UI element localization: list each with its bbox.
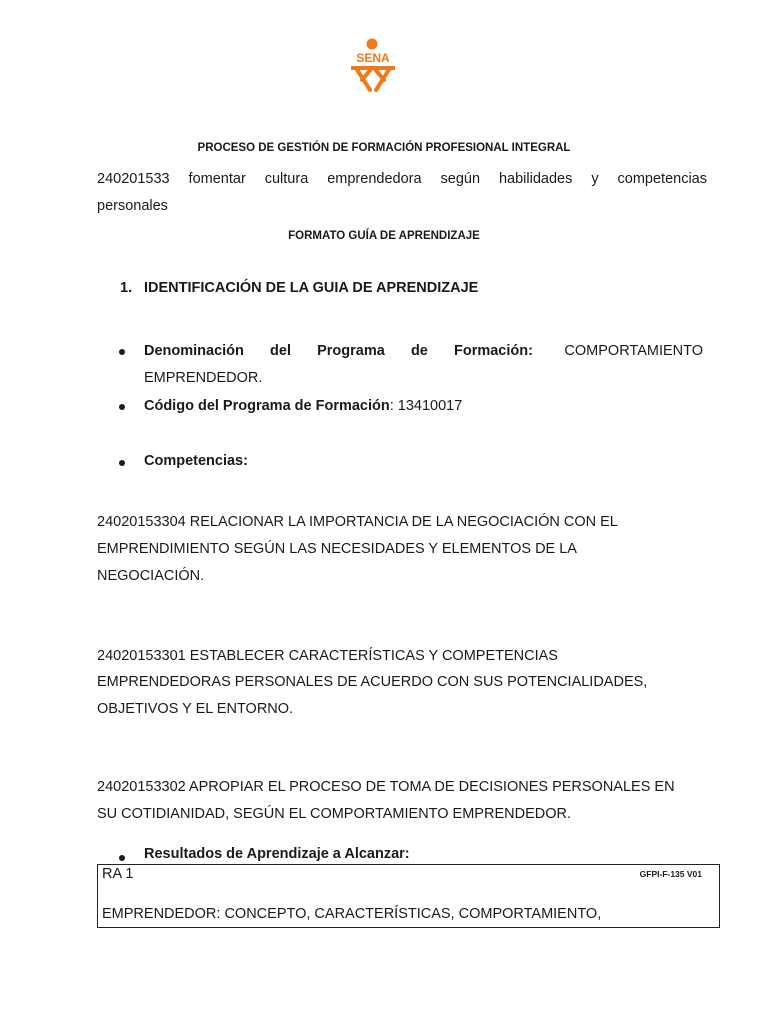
competencia-3-line1: 24020153302 APROPIAR EL PROCESO DE TOMA DE DECISIONES PERSONALES EN <box>97 779 675 795</box>
program-name-value-line1: COMPORTAMIENTO <box>564 343 703 359</box>
process-title: PROCESO DE GESTIÓN DE FORMACIÓN PROFESIONAL INTEGRAL <box>197 142 571 154</box>
competencia-1-line1: 24020153304 RELACIONAR LA IMPORTANCIA DE LA NEGOCIACIÓN CON EL <box>97 514 618 530</box>
program-name-label-word5: Formación: <box>453 343 533 359</box>
section-title: IDENTIFICACIÓN DE LA GUIA DE APRENDIZAJE <box>144 280 479 296</box>
sena-logo-icon <box>342 38 404 96</box>
competencia-2-line1: 24020153301 ESTABLECER CARACTERÍSTICAS Y COMPETENCIAS <box>97 648 558 664</box>
sena-logo <box>342 38 404 96</box>
program-name-label-word1: Denominación <box>144 343 244 359</box>
bullet <box>119 404 125 410</box>
program-name-row <box>144 338 703 365</box>
program-code-label: Código del Programa de Formación <box>144 398 390 414</box>
program-name-label-word2: del <box>270 343 291 359</box>
ra-box <box>97 864 720 928</box>
program-name-label-wrap <box>144 338 533 365</box>
program-name-value-line2: EMPRENDEDOR. <box>144 370 263 386</box>
bullet <box>119 460 125 466</box>
ra-content: EMPRENDEDOR: CONCEPTO, CARACTERÍSTICAS, COMPORTAMIENTO, <box>102 906 602 922</box>
program-subtitle-line1: 240201533 fomentar cultura emprendedora según habilidades y competencias <box>97 171 707 187</box>
section-number: 1. <box>120 280 133 296</box>
program-name-label-word4: de <box>410 343 428 359</box>
program-code-row <box>144 393 462 420</box>
ra-label: RA 1 <box>102 866 134 882</box>
competencia-1-line3: NEGOCIACIÓN. <box>97 568 205 584</box>
svg-text:SENA: SENA <box>356 51 390 65</box>
bullet <box>119 349 125 355</box>
program-code-value: : 13410017 <box>389 398 463 414</box>
competencias-label: Competencias: <box>144 453 248 469</box>
program-name-sep: : <box>528 343 533 359</box>
doc-code: GFPI-F-135 V01 <box>639 869 702 879</box>
competencia-2-line2: EMPRENDEDORAS PERSONALES DE ACUERDO CON SUS POTENCIALIDADES, <box>97 674 648 690</box>
competencia-3-line2: SU COTIDIANIDAD, SEGÚN EL COMPORTAMIENTO EMPRENDEDOR. <box>97 806 571 822</box>
resultados-label: Resultados de Aprendizaje a Alcanzar: <box>144 846 410 862</box>
competencia-1-line2: EMPRENDIMIENTO SEGÚN LAS NECESIDADES Y ELEMENTOS DE LA <box>97 541 577 557</box>
competencia-2-line3: OBJETIVOS Y EL ENTORNO. <box>97 701 294 717</box>
program-subtitle-line2: personales <box>97 198 168 214</box>
program-name-label-word3: Programa <box>317 343 385 359</box>
format-title: FORMATO GUÍA DE APRENDIZAJE <box>288 230 480 242</box>
